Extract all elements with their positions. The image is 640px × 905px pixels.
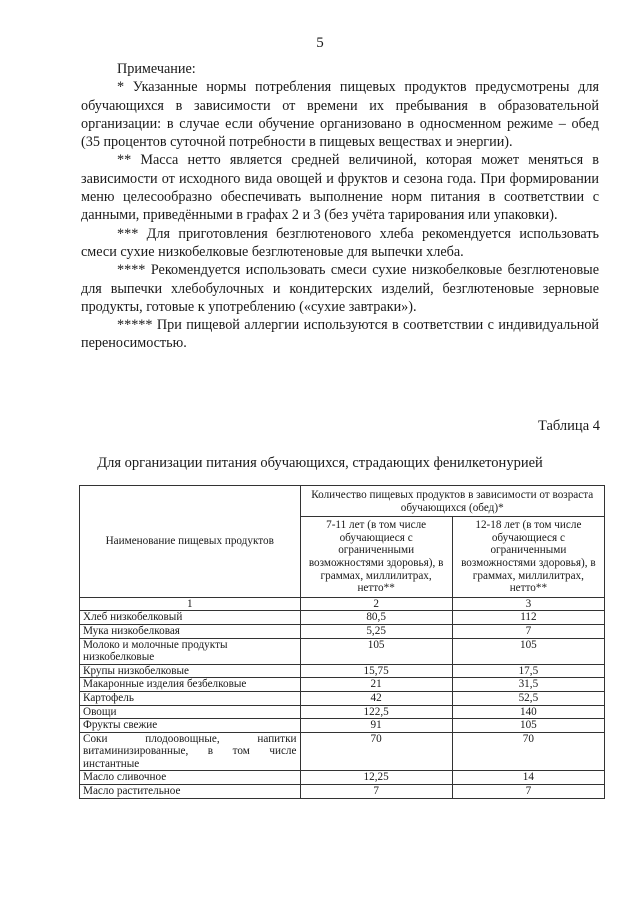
header-age-7-11: 7-11 лет (в том числе обучающиеся с ограниченными возможностями здоровья), в граммах, миллилитрах, нетто** [300,517,452,598]
note-item: ** Масса нетто является средней величиной, которая может меняться в зависимости от исходного вида овощей и фруктов и сезона года. При формировании меню целесообразно обеспечивать выполнение норм питания в соответствии с данными, приведёнными в графах 2 и 3 (без учёта тарирования или упаковки). [81,152,599,224]
nutrition-table [79,485,605,799]
table-row [80,638,605,664]
value-12-18: 105 [452,719,604,733]
product-name: Хлеб низкобелковый [80,611,301,625]
column-number: 3 [452,597,604,611]
table-row [80,785,605,799]
note-item: * Указанные нормы потребления пищевых продуктов предусмотрены для обучающихся в зависимости от времени их пребывания в образовательной организации: в случае если обучение организовано в односменном режиме – обед (35 процентов суточной потребности в пищевых веществах и энергии). [81,79,599,151]
table-row [80,691,605,705]
product-name: Крупы низкобелковые [80,664,301,678]
column-number: 1 [80,597,301,611]
table-row [80,705,605,719]
value-12-18: 7 [452,624,604,638]
value-7-11: 105 [300,638,452,664]
value-12-18: 31,5 [452,678,604,692]
value-7-11: 5,25 [300,624,452,638]
value-12-18: 17,5 [452,664,604,678]
product-name: Соки плодоовощные, напитки витаминизированные, в том числе инстантные [80,732,301,771]
header-product-name: Наименование пищевых продуктов [80,486,301,598]
product-name: Макаронные изделия безбелковые [80,678,301,692]
value-7-11: 15,75 [300,664,452,678]
product-name: Мука низкобелковая [80,624,301,638]
value-7-11: 42 [300,691,452,705]
value-12-18: 14 [452,771,604,785]
table-row [80,624,605,638]
note-item: *** Для приготовления безглютенового хлеба рекомендуется использовать смеси сухие низкобелковые безглютеновые для выпечки хлеба. [81,225,599,260]
column-number: 2 [300,597,452,611]
table-row [80,732,605,771]
column-number-row [80,597,605,611]
value-7-11: 91 [300,719,452,733]
table-row [80,611,605,625]
table-title: Для организации питания обучающихся, страдающих фенилкетонурией [97,455,543,471]
table-label: Таблица 4 [537,418,600,434]
note-item: **** Рекомендуется использовать смеси сухие низкобелковые безглютеновые для выпечки хлебобулочных и кондитерских изделий, безглютеновые зерновые продукты, готовые к употреблению («сухие завтраки»). [81,262,599,315]
notes-section [81,60,599,353]
product-name: Фрукты свежие [80,719,301,733]
value-12-18: 140 [452,705,604,719]
table-row [80,771,605,785]
value-7-11: 12,25 [300,771,452,785]
value-7-11: 21 [300,678,452,692]
header-quantity-group: Количество пищевых продуктов в зависимости от возраста обучающихся (обед)* [300,486,605,517]
page-number: 5 [316,35,324,51]
value-12-18: 70 [452,732,604,771]
product-name: Овощи [80,705,301,719]
value-7-11: 122,5 [300,705,452,719]
note-item: ***** При пищевой аллергии используются в соответствии с индивидуальной переносимостью. [81,317,599,352]
table-row [80,664,605,678]
table-row [80,719,605,733]
product-name: Картофель [80,691,301,705]
value-12-18: 52,5 [452,691,604,705]
value-7-11: 80,5 [300,611,452,625]
value-7-11: 7 [300,785,452,799]
table-header-row [80,486,605,517]
product-name: Масло растительное [80,785,301,799]
table-row [80,678,605,692]
product-name: Молоко и молочные продукты низкобелковые [80,638,301,664]
notes-heading: Примечание: [117,61,196,77]
value-12-18: 112 [452,611,604,625]
product-name: Масло сливочное [80,771,301,785]
value-12-18: 105 [452,638,604,664]
value-12-18: 7 [452,785,604,799]
value-7-11: 70 [300,732,452,771]
header-age-12-18: 12-18 лет (в том числе обучающиеся с ограниченными возможностями здоровья), в граммах, миллилитрах, нетто** [452,517,604,598]
